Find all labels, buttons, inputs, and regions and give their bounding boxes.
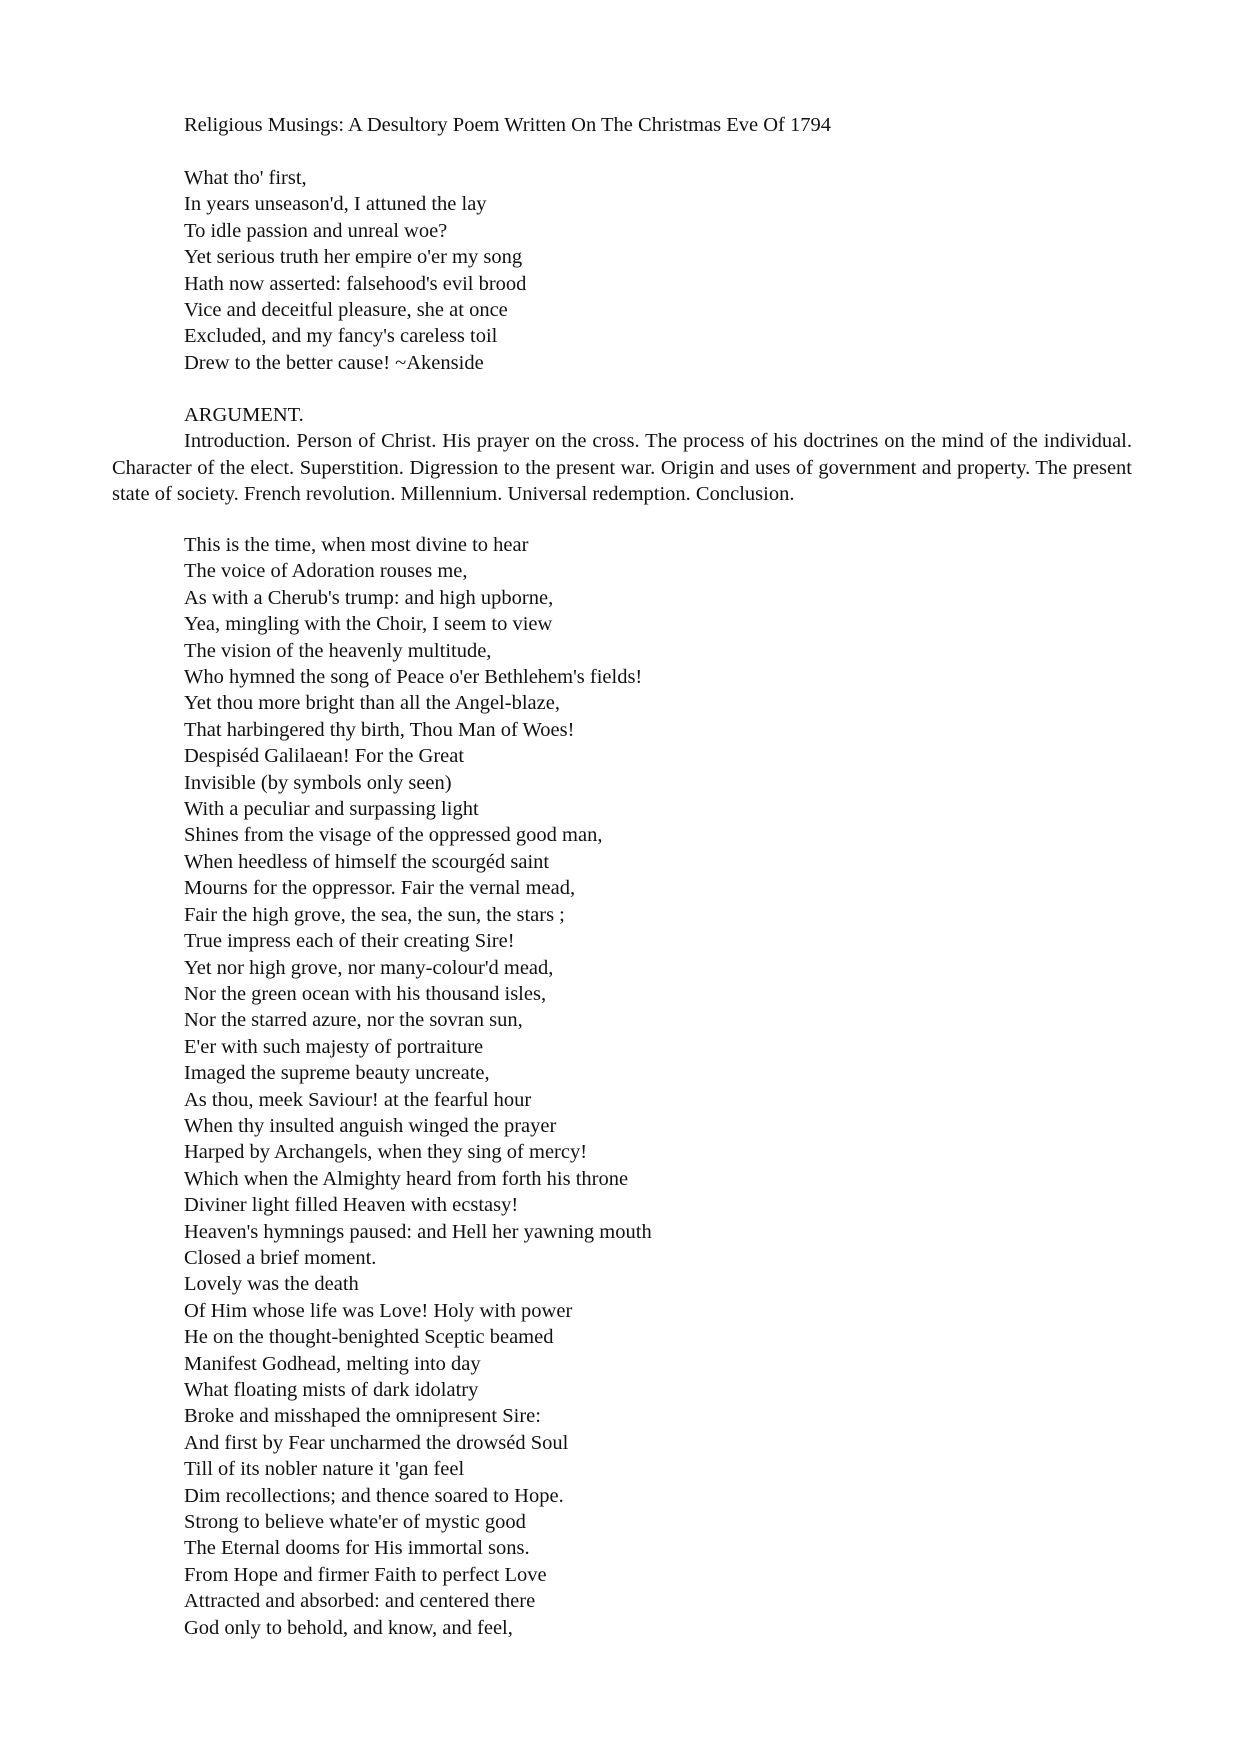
- poem-line: E'er with such majesty of portraiture: [184, 1035, 484, 1058]
- poem-line: That harbingered thy birth, Thou Man of Woes!: [184, 718, 575, 741]
- poem-line: Yet thou more bright than all the Angel-blaze,: [184, 692, 560, 715]
- poem-line: Of Him whose life was Love! Holy with power: [184, 1299, 573, 1322]
- epigraph-line: Excluded, and my fancy's careless toil: [184, 325, 498, 348]
- poem-line: Dim recollections; and thence soared to Hope.: [184, 1484, 564, 1507]
- poem-line: God only to behold, and know, and feel,: [184, 1616, 513, 1639]
- poem-line: With a peculiar and surpassing light: [184, 798, 479, 821]
- poem-line: Heaven's hymnings paused: and Hell her yawning mouth: [184, 1220, 652, 1243]
- poem-line: He on the thought-benighted Sceptic beamed: [184, 1326, 554, 1349]
- poem-line: Nor the starred azure, nor the sovran sun,: [184, 1009, 523, 1032]
- poem-line: Yea, mingling with the Choir, I seem to view: [184, 613, 553, 636]
- poem-line: The vision of the heavenly multitude,: [184, 639, 492, 662]
- poem-line: Harped by Archangels, when they sing of mercy!: [184, 1141, 588, 1164]
- poem-line: What floating mists of dark idolatry: [184, 1379, 479, 1401]
- poem-line: Invisible (by symbols only seen): [184, 771, 452, 794]
- epigraph-line: Drew to the better cause! ~Akenside: [184, 351, 484, 374]
- poem-line: Diviner light filled Heaven with ecstasy!: [184, 1194, 519, 1217]
- epigraph-line: Yet serious truth her empire o'er my song: [184, 246, 523, 269]
- poem-line: Shines from the visage of the oppressed good man,: [184, 824, 603, 847]
- poem-line: Nor the green ocean with his thousand isles,: [184, 982, 547, 1005]
- epigraph-line: In years unseason'd, I attuned the lay: [184, 193, 487, 216]
- poem-line: This is the time, when most divine to hear: [184, 534, 529, 556]
- poem-line: Strong to believe whate'er of mystic good: [184, 1511, 526, 1534]
- poem-line: Lovely was the death: [184, 1273, 359, 1296]
- poem-line: When heedless of himself the scourgéd saint: [184, 850, 550, 873]
- poem-line: Till of its nobler nature it 'gan feel: [184, 1458, 465, 1481]
- poem-line: Attracted and absorbed: and centered there: [184, 1590, 536, 1613]
- epigraph-line: What tho' first,: [184, 167, 307, 189]
- poem-line: The Eternal dooms for His immortal sons.: [184, 1537, 530, 1560]
- poem-line: Manifest Godhead, melting into day: [184, 1352, 481, 1375]
- poem-line: And first by Fear uncharmed the drowséd Soul: [184, 1431, 569, 1454]
- poem-line: The voice of Adoration rouses me,: [184, 560, 468, 583]
- poem-line: From Hope and firmer Faith to perfect Love: [184, 1563, 547, 1586]
- poem-line: Imaged the supreme beauty uncreate,: [184, 1062, 490, 1085]
- argument-section: [112, 402, 1132, 508]
- document-title: Religious Musings: A Desultory Poem Written On The Christmas Eve Of 1794: [184, 114, 831, 136]
- poem-line: Yet nor high grove, nor many-colour'd mead,: [184, 956, 554, 979]
- poem-line: True impress each of their creating Sire!: [184, 930, 515, 953]
- poem-body: [184, 532, 652, 1641]
- poem-line: As thou, meek Saviour! at the fearful hour: [184, 1088, 532, 1111]
- epigraph-line: To idle passion and unreal woe?: [184, 219, 448, 242]
- epigraph-line: Hath now asserted: falsehood's evil brood: [184, 272, 527, 295]
- poem-line: Broke and misshaped the omnipresent Sire:: [184, 1405, 541, 1428]
- poem-line: Who hymned the song of Peace o'er Bethlehem's fields!: [184, 666, 643, 689]
- argument-text: Introduction. Person of Christ. His prayer on the cross. The process of his doctrines on the mind of the individual. Character of the elect. Superstition. Digression to the present war. Origin and uses of government and property. The present state of society. French revolution. Millennium. Universal redemption. Conclusion.: [112, 430, 1132, 506]
- poem-line: Which when the Almighty heard from forth his throne: [184, 1167, 629, 1190]
- poem-line: Despiséd Galilaean! For the Great: [184, 745, 465, 768]
- poem-line: Fair the high grove, the sea, the sun, the stars ;: [184, 903, 565, 926]
- argument-heading: ARGUMENT.: [184, 404, 304, 426]
- poem-line: As with a Cherub's trump: and high upborne,: [184, 586, 554, 609]
- epigraph: [184, 165, 526, 376]
- epigraph-line: Vice and deceitful pleasure, she at once: [184, 299, 508, 322]
- poem-line: Closed a brief moment.: [184, 1246, 377, 1269]
- poem-line: When thy insulted anguish winged the prayer: [184, 1114, 557, 1137]
- poem-line: Mourns for the oppressor. Fair the vernal mead,: [184, 877, 576, 900]
